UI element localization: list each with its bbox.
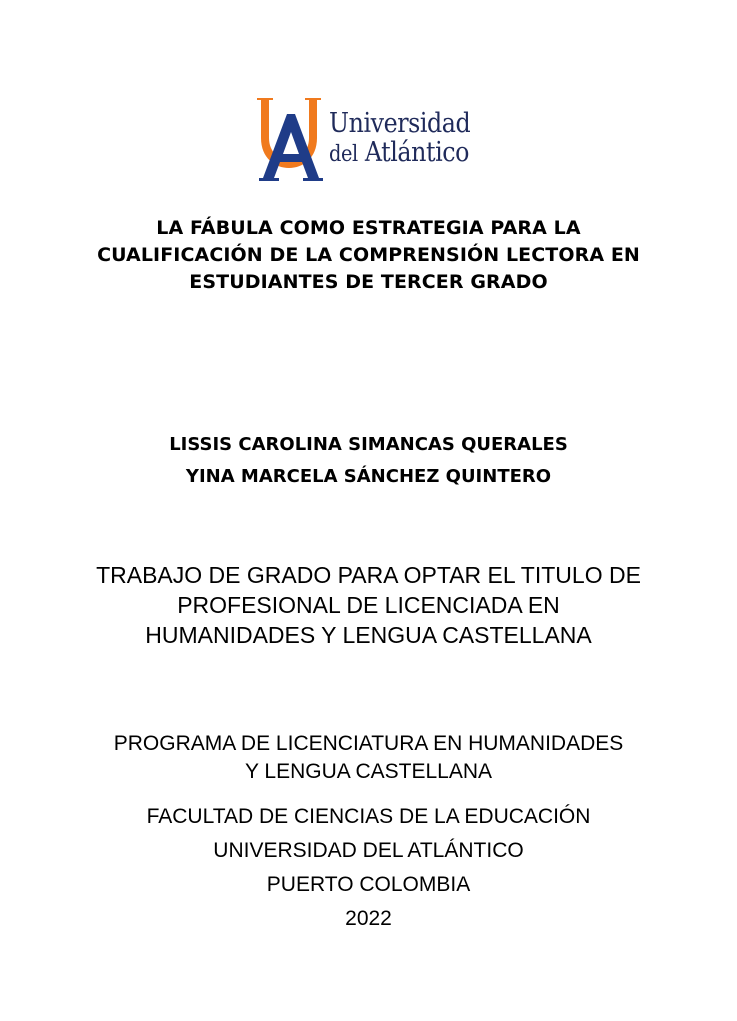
university-logo-emblem-icon <box>253 96 325 182</box>
author-name: YINA MARCELA SÁNCHEZ QUINTERO <box>185 466 552 487</box>
program-name <box>0 730 737 786</box>
university-logo-wordmark <box>329 110 490 166</box>
logo-name-line2 <box>329 139 470 166</box>
title-line: LA FÁBULA COMO ESTRATEGIA PARA LA <box>156 217 581 239</box>
title-line: ESTUDIANTES DE TERCER GRADO <box>189 271 548 293</box>
faculty-name: FACULTAD DE CIENCIAS DE LA EDUCACIÓN <box>146 805 591 828</box>
program-line: Y LENGUA CASTELLANA <box>244 760 493 783</box>
city-name: PUERTO COLOMBIA <box>266 873 471 896</box>
university-logo <box>253 96 493 182</box>
program-line: PROGRAMA DE LICENCIATURA EN HUMANIDADES <box>113 732 624 755</box>
thesis-title <box>0 215 737 296</box>
degree-statement <box>0 560 737 650</box>
title-line: CUALIFICACIÓN DE LA COMPRENSIÓN LECTORA EN <box>97 244 640 266</box>
degree-line: TRABAJO DE GRADO PARA OPTAR EL TITULO DE <box>96 562 641 588</box>
logo-name-prefix: del <box>329 142 358 167</box>
institution-info <box>0 800 737 936</box>
university-name: UNIVERSIDAD DEL ATLÁNTICO <box>213 839 524 862</box>
logo-name-line1: Universidad <box>329 108 471 139</box>
logo-name-main: Atlántico <box>364 137 470 168</box>
degree-line: HUMANIDADES Y LENGUA CASTELLANA <box>145 622 592 648</box>
year: 2022 <box>345 907 392 930</box>
authors <box>0 429 737 493</box>
degree-line: PROFESIONAL DE LICENCIADA EN <box>177 592 560 618</box>
author-name: LISSIS CAROLINA SIMANCAS QUERALES <box>169 434 568 455</box>
